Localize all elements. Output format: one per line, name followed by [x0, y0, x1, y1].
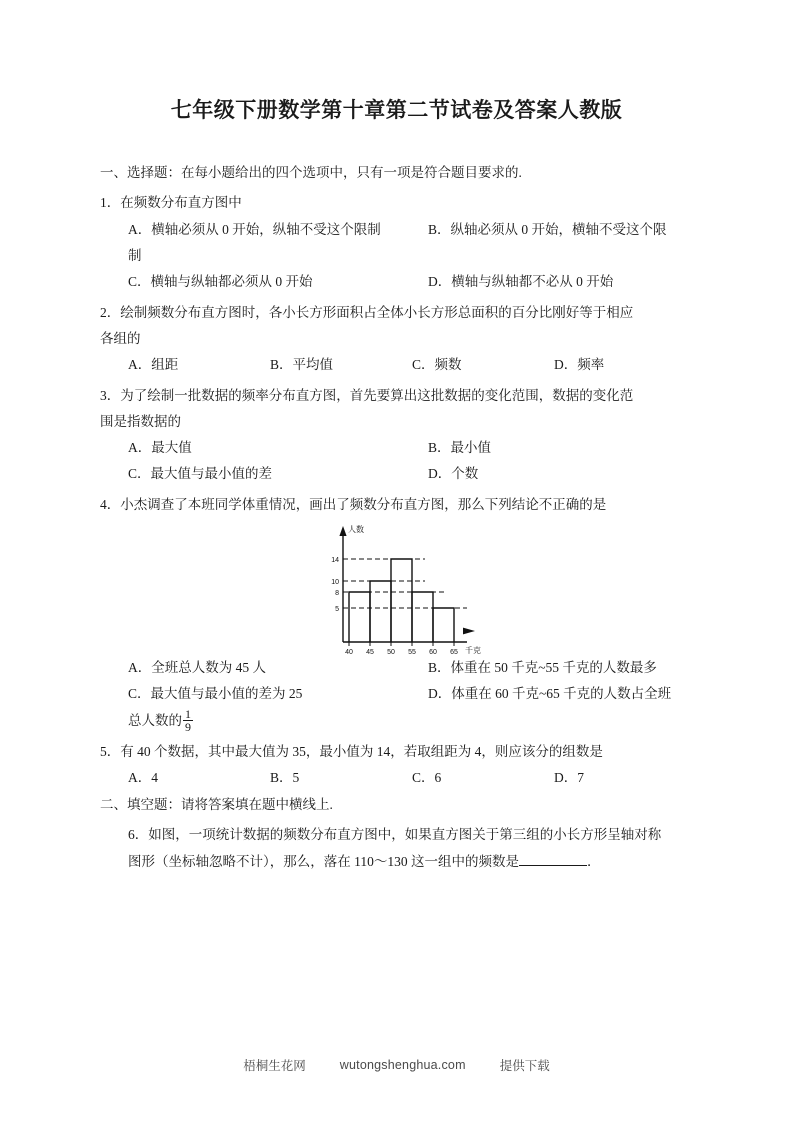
question-2-stem: [100, 300, 693, 326]
question-1-option-c[interactable]: C．横轴与纵轴都必须从 0 开始: [128, 274, 313, 290]
page-footer: [0, 1056, 793, 1074]
question-4-number: 4．: [100, 496, 121, 512]
question-2-stem-continuation: 各组的: [100, 330, 141, 346]
question-3-number: 3．: [100, 387, 121, 403]
question-5-option-b[interactable]: B．5: [270, 770, 300, 786]
x-tick-65: 65: [450, 649, 458, 656]
question-2-option-d[interactable]: D．频率: [554, 357, 605, 373]
y-tick-10: 10: [331, 579, 339, 587]
question-3-option-b[interactable]: B．最小值: [428, 440, 492, 456]
section-header-fill-blank: 二、填空题：请将答案填在题中横线上.: [100, 797, 333, 813]
y-tick-8: 8: [335, 590, 339, 598]
y-tick-5: 5: [335, 606, 339, 614]
question-1-option-b[interactable]: B．纵轴必须从 0 开始，横轴不受这个限: [428, 221, 667, 237]
question-5-option-d[interactable]: D．7: [554, 770, 584, 786]
question-3-text: 为了绘制一批数据的频率分布直方图，首先要算出这批数据的变化范围，数据的变化范: [120, 387, 634, 403]
question-1-options-row-2: [100, 269, 693, 295]
question-6-cont-text: 图形（坐标轴忽略不计），那么，落在 110～130 这一组中的频数是: [128, 853, 519, 869]
question-5-number: 5．: [100, 743, 121, 759]
footer-site-url[interactable]: wutongshenghua.com: [339, 1058, 466, 1072]
x-tick-55: 55: [408, 649, 416, 656]
x-tick-50: 50: [387, 649, 395, 656]
question-1-text: 在频数分布直方图中: [120, 195, 242, 211]
question-3-options-row-2: [100, 461, 693, 487]
question-4-option-a[interactable]: A．全班总人数为 45 人: [128, 660, 266, 676]
frequency-histogram: [315, 520, 500, 655]
question-4-stem: [100, 492, 693, 518]
question-2-option-a[interactable]: A．组距: [128, 357, 179, 373]
question-6-cont-period: ．: [587, 853, 601, 869]
x-axis-title: 千克: [465, 646, 481, 656]
question-3-option-c[interactable]: C．最大值与最小值的差: [128, 466, 273, 482]
question-6-number: 6．: [128, 827, 149, 843]
question-2-option-b[interactable]: B．平均值: [270, 357, 334, 373]
question-3-stem: [100, 383, 693, 409]
question-4-option-b[interactable]: B．体重在 50 千克~55 千克的人数最多: [428, 660, 657, 676]
question-4-options-row-1: [100, 655, 693, 681]
fraction-denominator: 9: [185, 720, 191, 735]
question-5-text: 有 40 个数据，其中最大值为 35，最小值为 14，若取组距为 4，则应该分的组数是: [120, 743, 603, 759]
section-header-choice: 一、选择题：在每小题给出的四个选项中，只有一项是符合题目要求的.: [100, 165, 522, 181]
question-6-text: 如图，一项统计数据的频数分布直方图中，如果直方图关于第三组的小长方形呈轴对称: [148, 827, 662, 843]
x-tick-40: 40: [345, 649, 353, 656]
question-3-option-d[interactable]: D．个数: [428, 466, 479, 482]
question-1-option-b-continuation: 制: [128, 247, 142, 263]
question-5-option-a[interactable]: A．4: [128, 770, 158, 786]
footer-site-name: 梧桐生花网: [243, 1059, 306, 1073]
fraction-one-ninth: [183, 708, 193, 734]
question-4-option-d-cont-text: 总人数的: [128, 712, 182, 728]
question-6-stem-continuation: [100, 849, 693, 875]
y-tick-14: 14: [331, 557, 339, 565]
x-tick-45: 45: [366, 649, 374, 656]
question-1-option-a[interactable]: A．横轴必须从 0 开始，纵轴不受这个限制: [128, 221, 381, 237]
question-3-options-row-1: [100, 435, 693, 461]
footer-download-note: 提供下载: [499, 1059, 550, 1073]
page-title: 七年级下册数学第十章第二节试卷及答案人教版: [170, 99, 623, 122]
question-1-stem: [100, 190, 693, 216]
question-4-options-row-2: [100, 681, 693, 707]
x-tick-60: 60: [429, 649, 437, 656]
question-5-options-row: [100, 765, 693, 791]
fraction-numerator: 1: [185, 706, 191, 721]
histogram-svg: [315, 520, 500, 655]
y-axis-title: 人数: [348, 525, 364, 535]
question-4-text: 小杰调查了本班同学体重情况，画出了频数分布直方图，那么下列结论不正确的是: [120, 496, 607, 512]
question-1-option-d[interactable]: D．横轴与纵轴都不必从 0 开始: [428, 274, 614, 290]
question-2-options-row: [100, 352, 693, 378]
question-5-stem: [100, 739, 693, 765]
answer-blank-input[interactable]: [519, 853, 587, 866]
question-5-option-c[interactable]: C．6: [412, 770, 442, 786]
question-4-option-d-continuation: [100, 708, 693, 735]
question-3-option-a[interactable]: A．最大值: [128, 440, 192, 456]
question-3-stem-continuation: 围是指数据的: [100, 413, 181, 429]
question-4-histogram-wrapper: [100, 520, 693, 655]
question-2-text: 绘制频数分布直方图时，各小长方形面积占全体小长方形总面积的百分比刚好等于相应: [120, 304, 634, 320]
question-2-number: 2．: [100, 304, 121, 320]
question-6-stem: [100, 822, 693, 848]
question-2-option-c[interactable]: C．频数: [412, 357, 462, 373]
question-1-number: 1．: [100, 195, 121, 211]
question-1-options-row-1: [100, 217, 693, 243]
question-4-option-d[interactable]: D．体重在 60 千克~65 千克的人数占全班: [428, 686, 672, 702]
question-4-option-c[interactable]: C．最大值与最小值的差为 25: [128, 686, 303, 702]
